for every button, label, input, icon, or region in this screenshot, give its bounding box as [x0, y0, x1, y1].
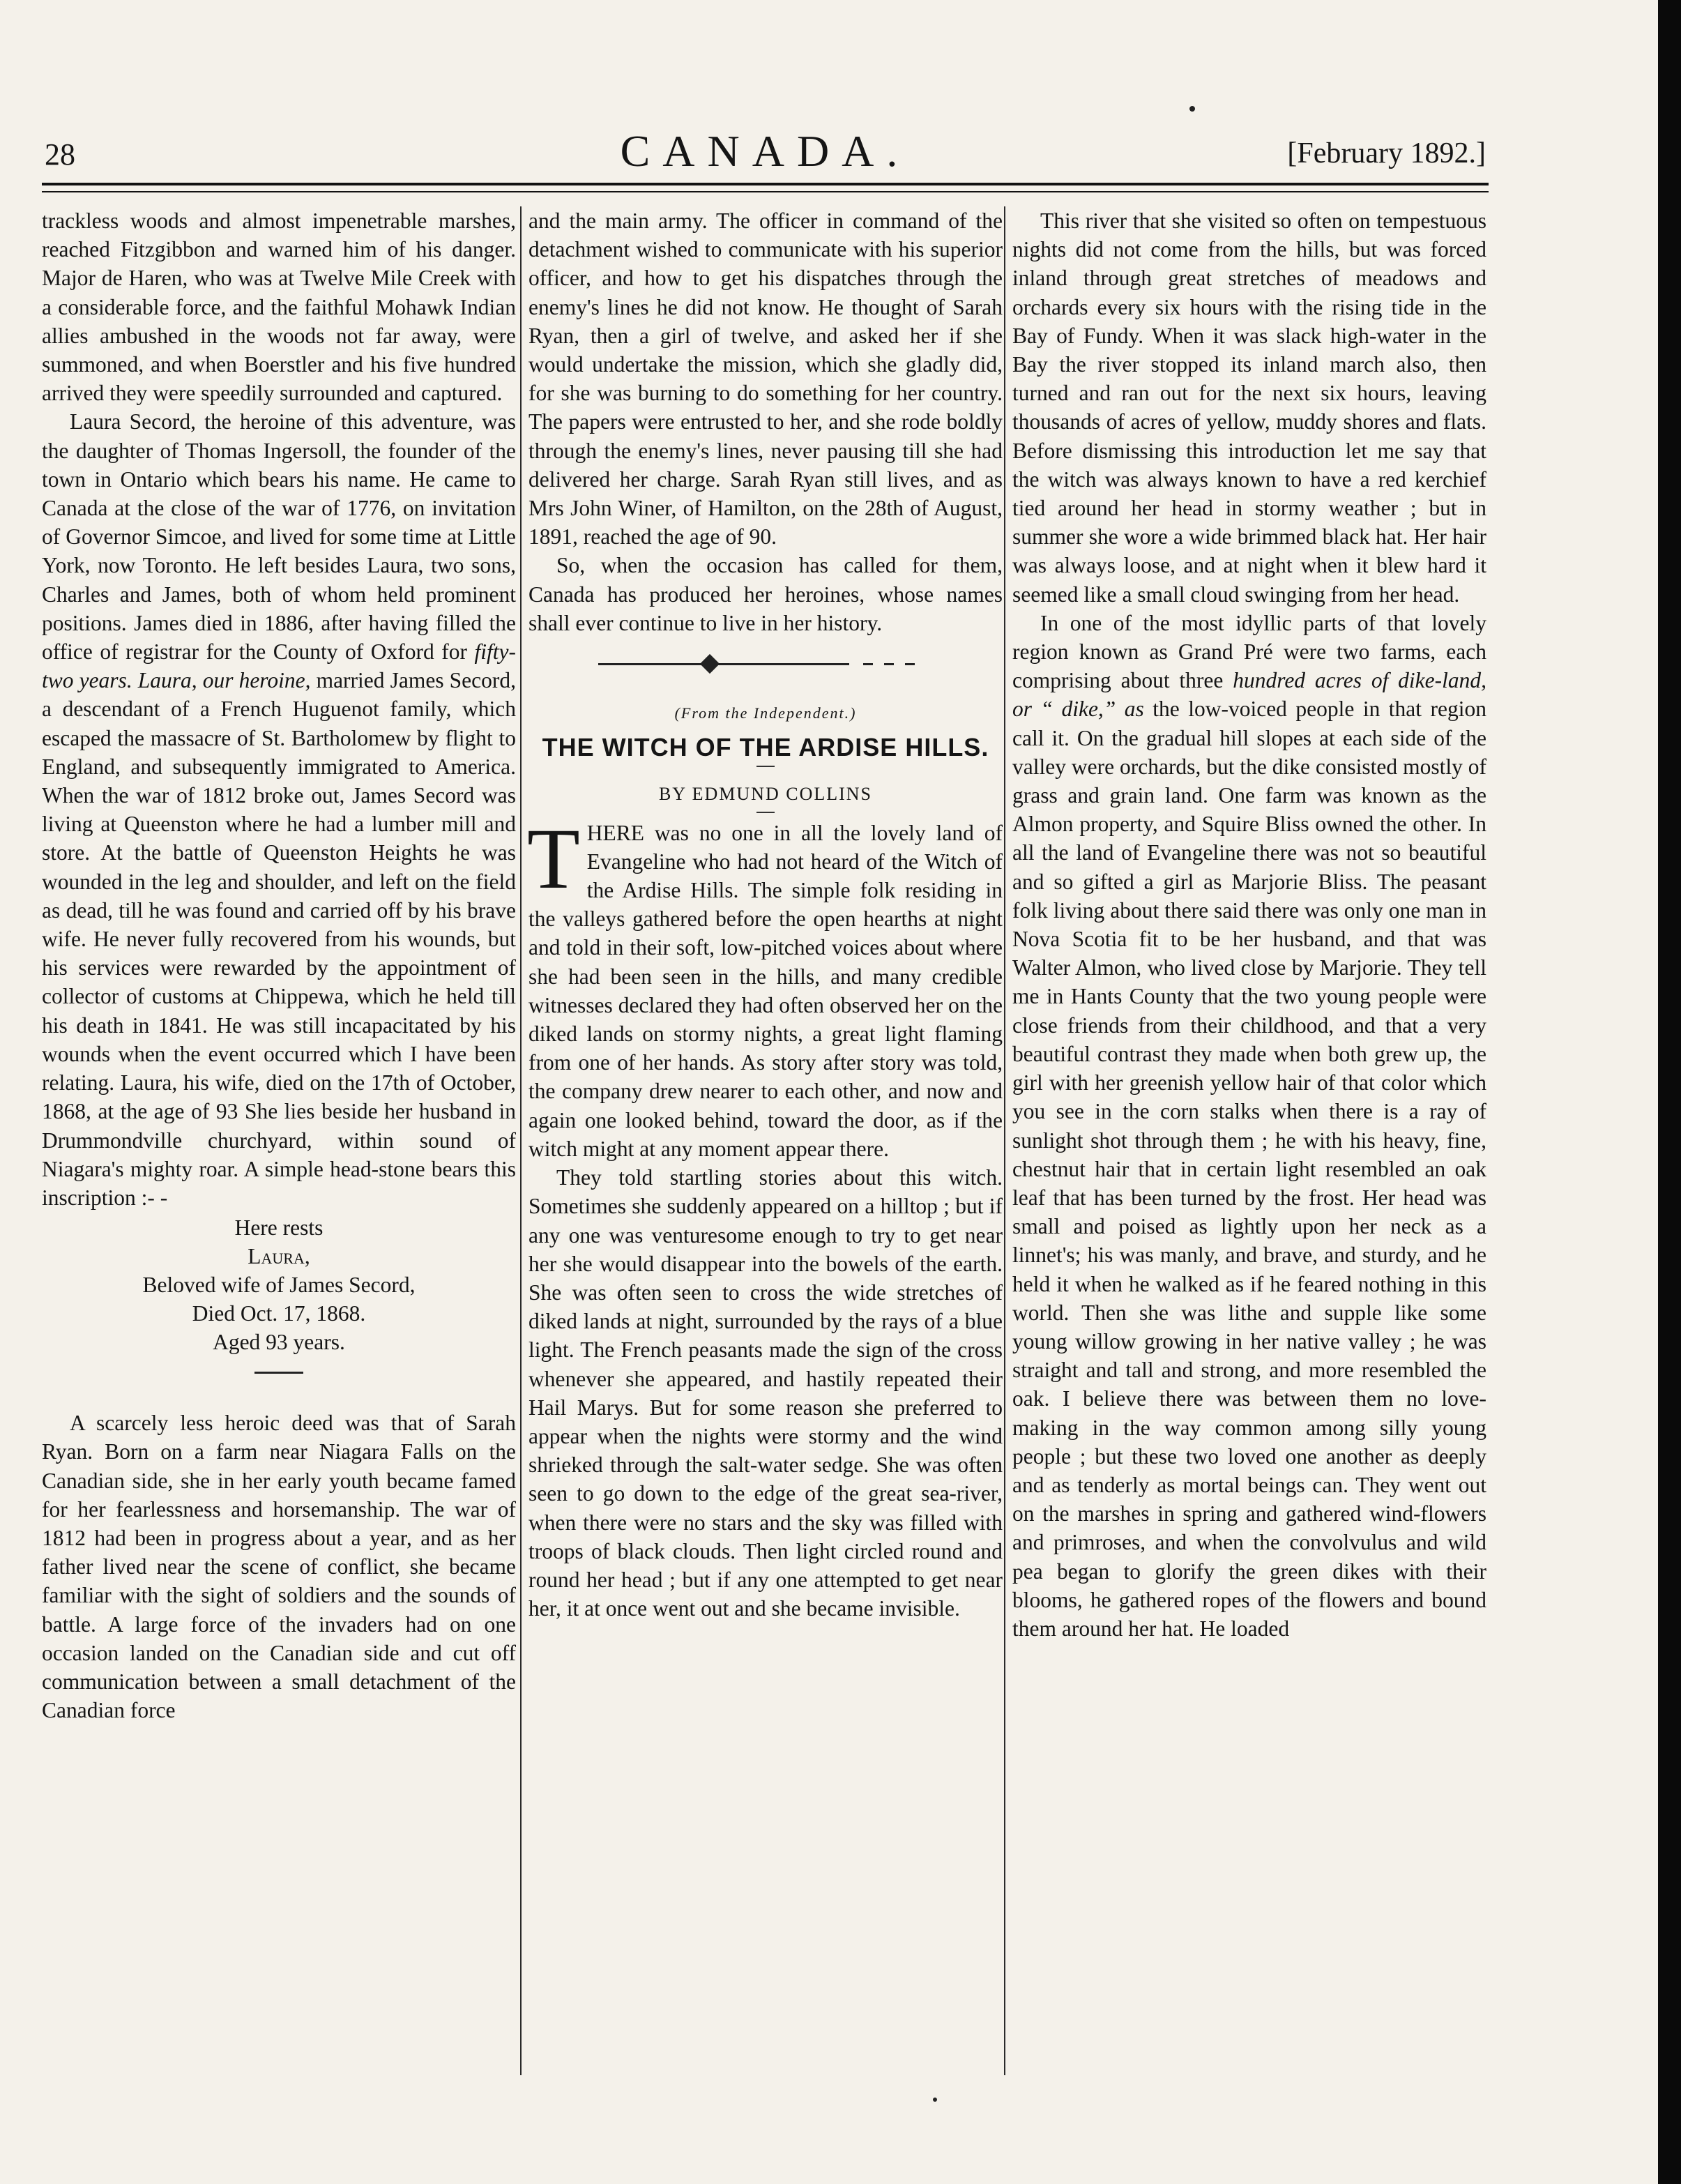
epitaph-line: Died Oct. 17, 1868.	[192, 1301, 366, 1326]
text-run: In one of the most idyllic parts of that lovely region known as Grand Pré were two farms, each comprising about three	[1012, 610, 1486, 693]
column-divider	[520, 206, 522, 2075]
paragraph: So, when the occasion has called for them, Canada has produced her heroines, whose names shall ever continue to live in her history.	[528, 553, 1003, 635]
title-rule	[756, 766, 775, 767]
column-divider	[1004, 206, 1005, 2075]
masthead-title: CANADA.	[620, 126, 911, 176]
epitaph-line: Here rests	[234, 1215, 324, 1241]
issue-dateline: [February 1892.]	[1287, 137, 1486, 169]
epitaph-line: Aged 93 years.	[213, 1330, 345, 1355]
page-header	[42, 117, 1489, 176]
text-run: HERE was no one in all the lovely land of Evangeline who had not heard of the Witch of the Ardise Hills. The simple folk residing in the valleys gathered before the open hearths at night and told in their soft, low-pitched voices about where she had been seen in the hills, and many credible witnesses declared they had often observed her on the diked lands on stormy nights, a great light flaming from one of her hands. As story after story was told, the company drew nearer to each other, and now and again one looked behind, toward the door, as if the witch might at any moment appear there.	[528, 820, 1003, 1161]
article-source: (From the Independent.)	[674, 704, 857, 722]
byline-rule	[756, 812, 775, 813]
paragraph: A scarcely less heroic deed was that of Sarah Ryan. Born on a farm near Niagara Falls on the Canadian side, she in her early youth became famed for her fearlessness and horsemanship. The war of 1812 had been in progress about a year, and as her father lived near the scene of conflict, she became familiar with the sight of soldiers and the sounds of battle. A large force of the invaders had on one occasion landed on the Canadian side and cut off communication between a small detachment of the Canadian force	[42, 1411, 516, 1723]
paragraph: and the main army. The officer in command of the detachment wished to communicate with his superior officer, and how to get his dispatches through the enemy's lines he did not know. He thought of Sarah Ryan, then a girl of twelve, and asked her if she would undertake the mission, which she gladly did, for she was burning to do something for her country. The papers were entrusted to her, and she rode boldly through the enemy's lines, never pausing till she had delivered her charge. Sarah Ryan still lives, and as Mrs John Winer, of Hamilton, on the 28th of August, 1891, reached the age of 90.	[528, 208, 1003, 549]
scan-edge-shadow	[1658, 0, 1681, 2184]
speck	[1189, 106, 1195, 112]
epitaph-inscription	[42, 1213, 516, 1356]
page-number: 28	[45, 137, 75, 172]
epitaph-line: Laura,	[248, 1244, 310, 1269]
text-run: the low-voiced people in that region call it. On the gradual hill slopes at each side of the valley were orchards, but the dike consisted mostly of grass and grain land. One farm was known as the Almon property, and Squire Bliss owned the other. In all the land of Evangeline there was not so beautiful and so gifted a girl as Marjorie Bliss. The peasant folk living about there said there was only one man in Nova Scotia fit to be her husband, and that was Walter Almon, who lived close by Marjorie. They tell me in Hants County that the two young people were close friends from their childhood, and that a very beautiful contrast they made when both grew up, the girl with her greenish yellow hair of that color which you see in the corn stalks when there is a ray of sunlight shot through them ; he with his heavy, fine, chestnut hair that in certain light resembled an oak leaf that has been turned by the frost. Her head was small and poised as lightly upon her neck as a linnet's; his was manly, and brave, and sturdy, and he held it when he walked as if he feared nothing in this world. Then she was lithe and supple like some young willow growing in her native valley ; he was straight and tall and strong, and more resembled the oak. I believe there was between them no love-making in the way common among silly young people ; but these two loved one another as deeply and as tenderly as mortal beings can. They went out on the marshes in spring and gathered wind-flowers and primroses, and when the convolvulus and wild pea began to glorify the green dikes with their blooms, he gathered ropes of the flowers and bound them around her hat. He loaded	[1012, 697, 1486, 1641]
header-rule-thin	[42, 191, 1489, 192]
article-title: THE WITCH OF THE ARDISE HILLS.	[542, 733, 989, 762]
column-2	[528, 206, 1003, 1623]
epitaph-line: Beloved wife of James Secord,	[142, 1273, 416, 1298]
drop-cap: T	[527, 810, 580, 907]
text-run: Laura Secord, the heroine of this adventure, was the daughter of Thomas Ingersoll, the founder of the town in Ontario which bears his name. He came to Canada at the close of the war of 1776, on invitation of Governor Simcoe, and lived for some time at Little York, now Toronto. He left besides Laura, two sons, Charles and James, both of whom held prominent positions. James died in 1886, after having filled the office of registrar for the County of Oxford for	[42, 409, 516, 665]
italic-run: fifty-two years. Laura, our heroine,	[42, 639, 517, 693]
column-1	[42, 206, 516, 1724]
article-byline: BY EDMUND COLLINS	[658, 784, 873, 805]
paragraph: This river that she visited so often on tempestuous nights did not come from the hills, but was forced inland through great stretches of meadows and orchards every six hours with the rising tide in the Bay of Fundy. When it was slack high-water in the Bay the river stopped its inland march also, then turned and ran out for the next six hours, leaving thousands of acres of yellow, muddy shores and flats. Before dismissing this introduction let me say that the witch was always known to have a red kerchief tied around her head in stormy weather ; but in summer she wore a wide brimmed black hat. Her hair was always loose, and at night when it blew hard it seemed like a small cloud swinging from her head.	[1012, 208, 1486, 607]
column-3	[1012, 206, 1486, 1643]
section-rule	[254, 1372, 303, 1374]
speck	[933, 2098, 937, 2102]
paragraph	[527, 810, 1003, 1163]
ornamental-divider	[528, 650, 1003, 678]
paragraph: trackless woods and almost impenetrable marshes, reached Fitzgibbon and warned him of his danger. Major de Haren, who was at Twelve Mile Creek with a considerable force, and the faithful Mohawk Indian allies ambushed in the woods not far away, were summoned, and when Boerstler and his five hundred arrived they were speedily surrounded and captured.	[42, 208, 516, 406]
paragraph: They told startling stories about this witch. Sometimes she suddenly appeared on a hilltop ; but if any one was venturesome enough to try to get near her she would disappear into the bowels of the earth. She was often seen to cross the wide stretches of diked lands at night, surrounded by the rays of a blue light. The French peasants made the sign of the cross whenever she appeared, and hastily repeated their Hail Marys. But for some reason she preferred to appear when the nights were stormy and the wind shrieked through the salt-water sedge. She was often seen to go down to the edge of the great sea-river, when there were no stars and the sky was filled with troops of black clouds. Then light circled round and round her head ; but if any one attempted to get near her, it at once went out and she became invisible.	[528, 1165, 1003, 1621]
paragraph	[1012, 609, 1486, 1643]
diamond-ornament-icon	[700, 654, 720, 674]
paragraph	[42, 407, 516, 1212]
italic-run: hundred acres of dike-land, or “ dike,” as	[1012, 668, 1487, 722]
text-run: married James Secord, a descendant of a French Huguenot family, which escaped the massacre of St. Bartholomew by flight to England, and subsequently immigrated to America. When the war of 1812 broke out, James Secord was living at Queenston where he had a lumber mill and store. At the battle of Queenston Heights he was wounded in the leg and shoulder, and left on the field as dead, till he was found and carried off by his brave wife. He never fully recovered from his wounds, but his services were rewarded by the appointment of collector of customs at Chippewa, which he held till his death in 1841. He was still incapacitated by his wounds when the event occurred which I have been relating. Laura, his wife, died on the 17th of October, 1868, at the age of 93 She lies beside her husband in Drummondville churchyard, within sound of Niagara's mighty roar. A simple head-stone bears this inscription :- -	[42, 668, 516, 1210]
header-rule	[42, 183, 1489, 185]
